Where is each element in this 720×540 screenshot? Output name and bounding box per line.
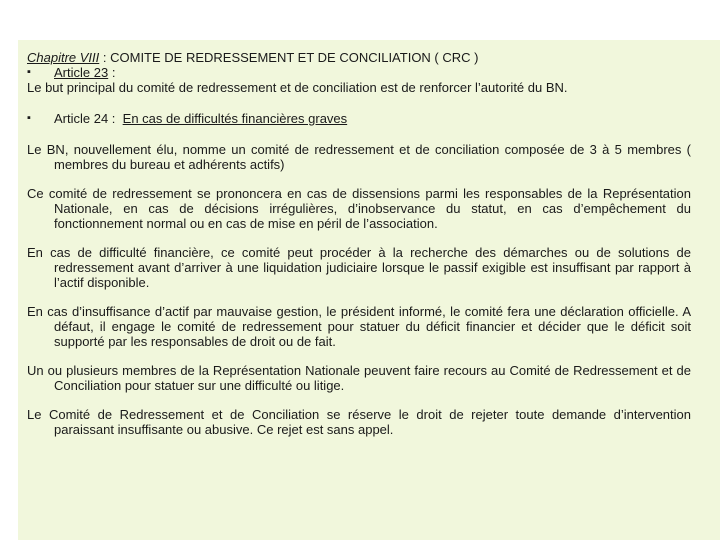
chapter-title [27, 50, 691, 65]
article-24-line [27, 111, 691, 126]
bullet-icon: ▪ [27, 66, 31, 78]
chapter-label: Chapitre VIII [27, 50, 100, 65]
article-23-text: Le but principal du comité de redressement et de conciliation est de renforcer l’autorité du BN. [27, 80, 568, 95]
document-body [27, 50, 691, 437]
paragraph: En cas de difficulté financière, ce comité peut procéder à la recherche des démarches ou de solutions de redressement avant d’arriver à une liquidation judiciaire lorsque le passif exigible est insuffisant par rapport à l’actif disponible. [27, 245, 691, 290]
article-23-suffix: : [108, 65, 116, 80]
paragraph: Un ou plusieurs membres de la Représentation Nationale peuvent faire recours au Comité de Redressement et de Conciliation pour statuer sur une difficulté ou litige. [27, 363, 691, 393]
chapter-separator: : [99, 50, 111, 65]
bullet-icon: ▪ [27, 112, 31, 124]
chapter-heading: COMITE DE REDRESSEMENT ET DE CONCILIATION ( CRC ) [110, 50, 479, 65]
paragraph: Le Comité de Redressement et de Conciliation se réserve le droit de rejeter toute demande d’intervention paraissant insuffisante ou abusive. Ce rejet est sans appel. [27, 407, 691, 437]
article-23-label: Article 23 [54, 65, 109, 80]
article-23-line [27, 65, 691, 80]
paragraph: Le BN, nouvellement élu, nomme un comité de redressement et de conciliation composée de 3 à 5 membres ( membres du bureau et adhérents actifs) [27, 142, 691, 172]
article-24-label: Article 24 : [54, 111, 116, 126]
article-24-heading: En cas de difficultés financières graves [122, 111, 348, 126]
paragraph: En cas d’insuffisance d’actif par mauvaise gestion, le président informé, le comité fera une déclaration officielle. A défaut, il engage le comité de redressement pour statuer du déficit financier et décider que le déficit soit supporté par les responsables de droit ou de fait. [27, 304, 691, 349]
paragraph: Ce comité de redressement se prononcera en cas de dissensions parmi les responsables de la Représentation Nationale, en cas de décisions irrégulières, d’inobservance du statut, en cas d’empêchement du fonctionnement normal ou en cas de mise en péril de l’association. [27, 186, 691, 231]
